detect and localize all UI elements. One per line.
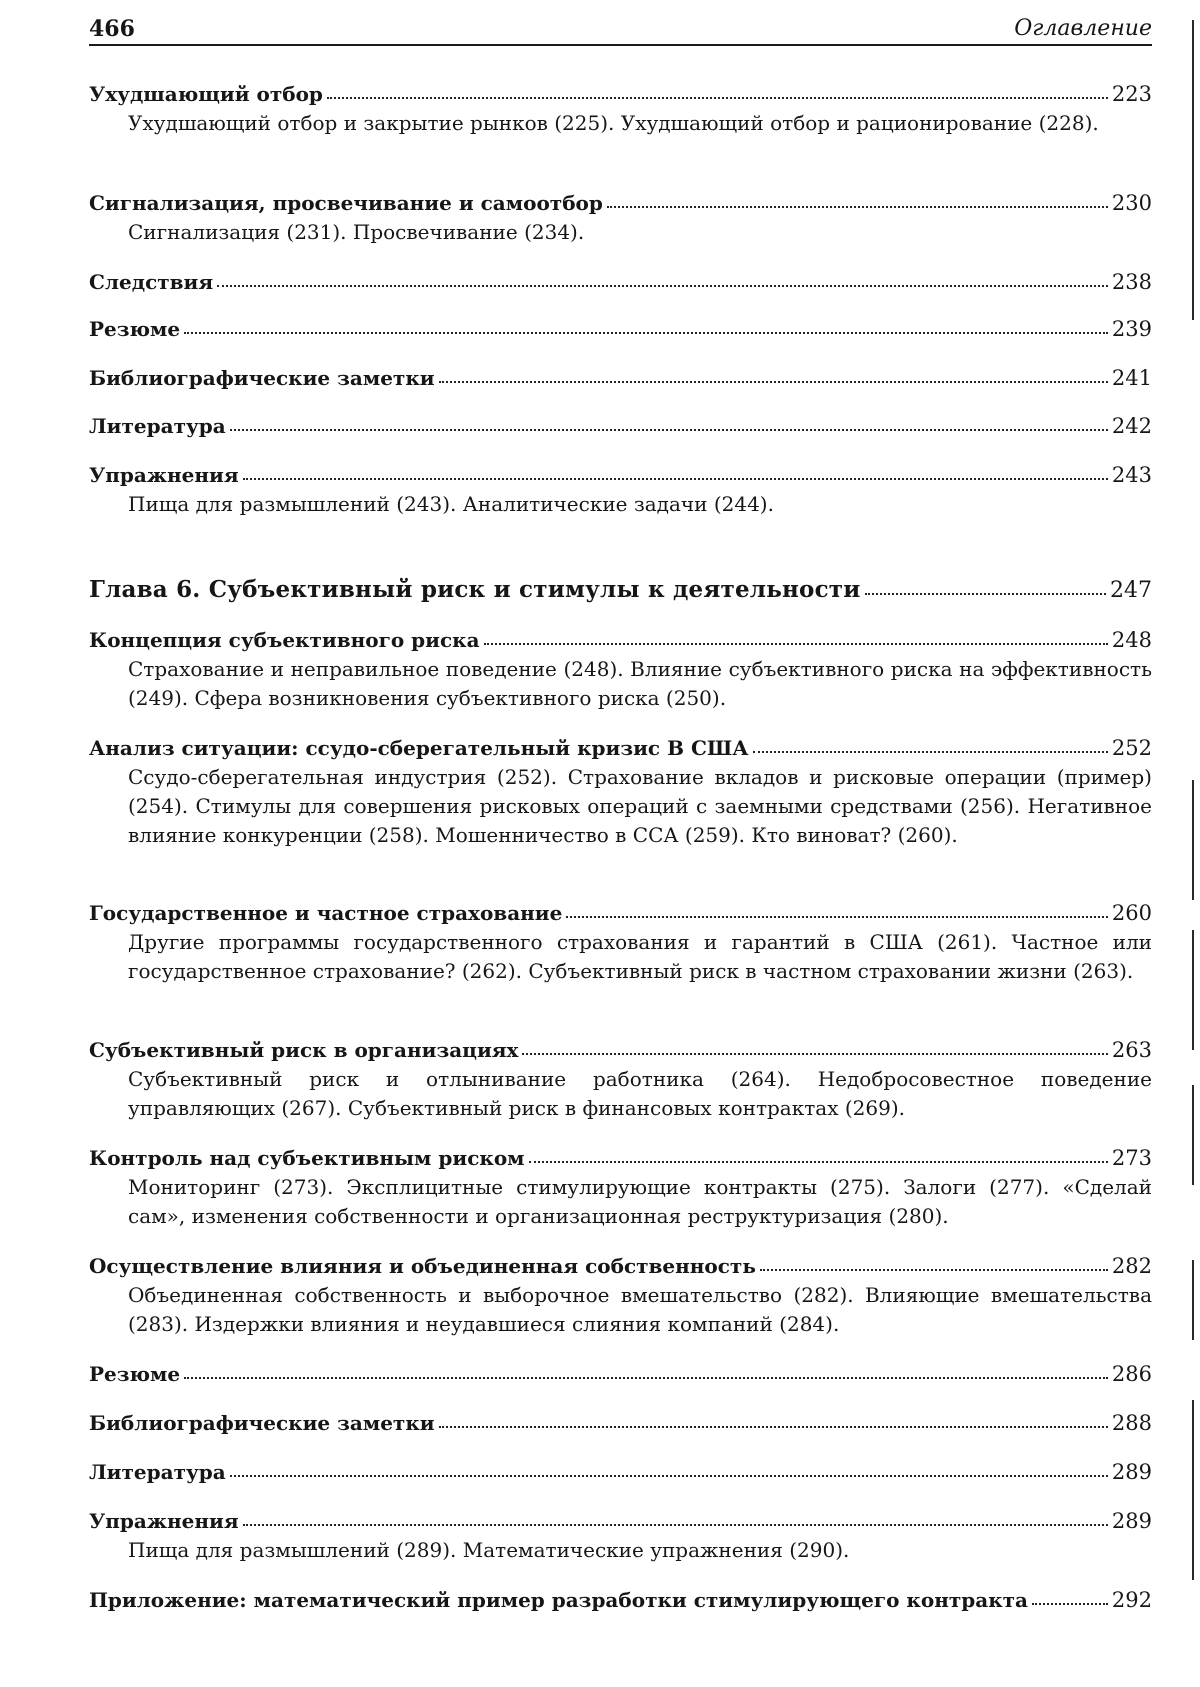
scan-edge-mark — [1192, 1085, 1194, 1185]
dot-leader — [484, 641, 1108, 645]
toc-page-number: 273 — [1111, 1146, 1152, 1170]
toc-entry — [89, 1457, 1152, 1487]
dot-leader — [753, 749, 1108, 753]
toc-entry-title: Библиографические заметки — [89, 366, 435, 390]
toc-page-number: 289 — [1111, 1509, 1152, 1533]
toc-entry — [89, 314, 1152, 344]
dot-leader — [439, 379, 1108, 383]
toc-entry — [89, 1035, 1152, 1123]
toc-entry — [89, 1585, 1152, 1615]
toc-entry-title: Контроль над субъективным риском — [89, 1146, 525, 1170]
chapter-title: Глава 6. Субъективный риск и стимулы к деятельности — [89, 576, 861, 603]
dot-leader — [243, 476, 1108, 480]
scan-edge-mark — [1192, 1400, 1194, 1580]
scan-edge-mark — [1192, 20, 1194, 320]
toc-entry — [89, 898, 1152, 986]
toc-entry-description: Ухудшающий отбор и закрытие рынков (225). Ухудшающий отбор и рационирование (228). — [128, 111, 1099, 135]
dot-leader — [327, 95, 1108, 99]
toc-entry — [89, 733, 1152, 850]
toc-entry — [89, 363, 1152, 393]
dot-leader — [439, 1424, 1108, 1428]
toc-entry — [89, 1359, 1152, 1389]
toc-entry-title: Резюме — [89, 1362, 181, 1386]
toc-entry-description: Страхование и неправильное поведение (248). Влияние субъективного риска на эффективность (249). Сфера возникновения субъективного риска (250). — [128, 657, 1152, 710]
dot-leader — [217, 283, 1108, 287]
toc-entry-title: Субъективный риск в организациях — [89, 1038, 519, 1062]
scan-edge-mark — [1192, 930, 1194, 1050]
dot-leader — [184, 1375, 1108, 1379]
toc-entry-title: Осуществление влияния и объединенная собственность — [89, 1254, 756, 1278]
toc-entry-title: Литература — [89, 1460, 226, 1484]
toc-page-number: 243 — [1111, 463, 1152, 487]
toc-entry — [89, 1408, 1152, 1438]
dot-leader — [230, 427, 1108, 431]
toc-entry — [89, 1143, 1152, 1231]
toc-entry — [89, 79, 1152, 138]
toc-page-number: 252 — [1111, 736, 1152, 760]
toc-entry-title: Резюме — [89, 317, 181, 341]
toc-entry-title: Концепция субъективного риска — [89, 628, 480, 652]
dot-leader — [243, 1522, 1108, 1526]
dot-leader — [607, 204, 1108, 208]
toc-page-number: 239 — [1111, 317, 1152, 341]
toc-page-number: 248 — [1111, 628, 1152, 652]
toc-page-number: 289 — [1111, 1460, 1152, 1484]
toc-entry-title: Сигнализация, просвечивание и самоотбор — [89, 191, 603, 215]
toc-entry-description: Другие программы государственного страхования и гарантий в США (261). Частное или государственное страхование? (262). Субъективный риск в частном страховании жизни (263). — [128, 930, 1152, 983]
toc-entry-title: Приложение: математический пример разработки стимулирующего контракта — [89, 1588, 1028, 1612]
toc-entry-description: Пища для размышлений (289). Математические упражнения (290). — [128, 1538, 850, 1562]
dot-leader — [529, 1159, 1108, 1163]
toc-entry-title: Следствия — [89, 270, 214, 294]
toc-page-number: 282 — [1111, 1254, 1152, 1278]
toc-entry-description: Пища для размышлений (243). Аналитические задачи (244). — [128, 492, 774, 516]
toc-entry — [89, 625, 1152, 713]
toc-entry-title: Библиографические заметки — [89, 1411, 435, 1435]
toc-entry — [89, 267, 1152, 297]
dot-leader — [760, 1267, 1108, 1271]
toc-entry-title: Упражнения — [89, 463, 239, 487]
toc-page-number: 223 — [1111, 82, 1152, 106]
toc-entry-title: Государственное и частное страхование — [89, 901, 563, 925]
page-number: 466 — [89, 16, 135, 42]
dot-leader — [522, 1051, 1107, 1055]
toc-page-number: 241 — [1111, 366, 1152, 390]
dot-leader — [184, 330, 1108, 334]
dot-leader — [865, 591, 1106, 595]
dot-leader — [566, 914, 1108, 918]
toc-page-number: 242 — [1111, 414, 1152, 438]
toc-entry-description: Ссудо-сберегательная индустрия (252). Страхование вкладов и рисковые операции (пример) (254). Стимулы для совершения рисковых операций с заемными средствами (256). Негативное влияние конкуренции (258). Мошенничество в ССА (259). Кто виноват? (260). — [128, 765, 1152, 847]
toc-entry-description: Субъективный риск и отлынивание работника (264). Недобросовестное поведение управляющих (267). Субъективный риск в финансовых контрактах (269). — [128, 1067, 1152, 1120]
scan-edge-mark — [1192, 1260, 1194, 1340]
toc-entry — [89, 411, 1152, 441]
toc-page-number: 286 — [1111, 1362, 1152, 1386]
toc-page-number: 263 — [1111, 1038, 1152, 1062]
toc-page-number: 238 — [1111, 270, 1152, 294]
toc-entry — [89, 1251, 1152, 1339]
toc-page-number: 260 — [1111, 901, 1152, 925]
scan-edge-mark — [1192, 780, 1194, 900]
dot-leader — [230, 1473, 1108, 1477]
toc-page-number: 292 — [1111, 1588, 1152, 1612]
running-head: Оглавление — [1014, 16, 1152, 41]
toc-entry-description: Мониторинг (273). Эксплицитные стимулирующие контракты (275). Залоги (277). «Сделай сам», изменения собственности и организационная реструктуризация (280). — [128, 1175, 1152, 1228]
page-header — [89, 14, 1152, 46]
toc-entry — [89, 1506, 1152, 1565]
toc-page-number: 247 — [1110, 578, 1152, 603]
dot-leader — [1032, 1601, 1108, 1605]
toc-entry — [89, 460, 1152, 519]
toc-entry-description: Сигнализация (231). Просвечивание (234). — [128, 220, 585, 244]
toc-entry — [89, 188, 1152, 247]
toc-entry-title: Упражнения — [89, 1509, 239, 1533]
toc-chapter-entry — [89, 575, 1152, 606]
toc-entry-description: Объединенная собственность и выборочное вмешательство (282). Влияющие вмешательства (283). Издержки влияния и неудавшиеся слияния компаний (284). — [128, 1283, 1152, 1336]
toc-page-number: 230 — [1111, 191, 1152, 215]
toc-page-number: 288 — [1111, 1411, 1152, 1435]
toc-entry-title: Литература — [89, 414, 226, 438]
toc-entry-title: Анализ ситуации: ссудо-сберегательный кризис В США — [89, 736, 749, 760]
toc-entry-title: Ухудшающий отбор — [89, 82, 323, 106]
